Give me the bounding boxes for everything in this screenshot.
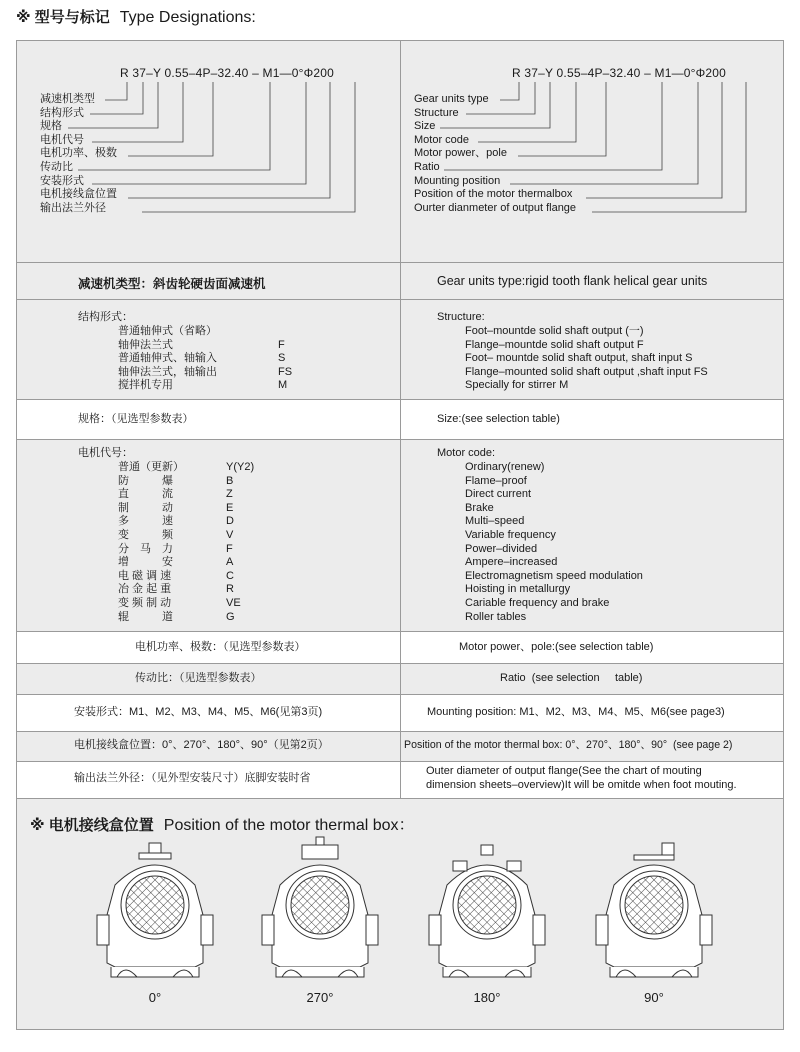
motor-code-item-cn: 冶 金 起 重 bbox=[118, 583, 172, 596]
mounting-cn: 安装形式：M1、M2、M3、M4、M5、M6(见第3页) bbox=[74, 706, 323, 718]
motor-code-value: F bbox=[226, 542, 233, 555]
structure-item-en: Flange‒mountde solid shaft output F bbox=[465, 338, 644, 351]
ratio-cn: 传动比：（见选型参数表） bbox=[135, 672, 262, 684]
motor-code-item-en: Electromagnetism speed modulation bbox=[465, 569, 643, 582]
structure-heading-cn: 结构形式： bbox=[78, 311, 133, 323]
motor-code-item-en: Ordinary(renew) bbox=[465, 461, 545, 473]
motor-code-item-cn: 直 流 bbox=[118, 488, 173, 501]
label-gear-type-en: Gear units type bbox=[414, 93, 489, 105]
motor-code-item-en: Direct current bbox=[465, 488, 532, 501]
structure-code: M bbox=[278, 379, 288, 392]
motor-diagram-270deg bbox=[262, 837, 378, 977]
motor-code-item-cn: 制 动 bbox=[118, 501, 173, 514]
motor-code-item-en: Multi‒speed bbox=[465, 515, 525, 528]
label-size-en: Size bbox=[414, 120, 436, 133]
label-mounting-cn: 安装形式 bbox=[40, 174, 84, 187]
position-label-90: 90° bbox=[644, 990, 664, 1005]
label-motor-code-en: Motor code bbox=[414, 133, 470, 146]
motor-code-value: Z bbox=[226, 488, 233, 501]
structure-item-en: Specially for stirrer M bbox=[465, 379, 569, 392]
label-structure-cn: 结构形式 bbox=[40, 106, 84, 119]
flange-en-line1: Outer diameter of output flange(See the chart of mouting bbox=[426, 765, 702, 777]
gear-type-en: Gear units type:rigid tooth flank helical gear units bbox=[437, 274, 708, 288]
motor-diagram-0deg bbox=[97, 843, 213, 977]
structure-item-en: Flange‒mounted solid shaft output ,shaft input FS bbox=[465, 365, 708, 378]
motor-code-item-en: Roller tables bbox=[465, 610, 527, 623]
motor-code-item-en: Brake bbox=[465, 501, 494, 514]
mounting-en: Mounting position: M1、M2、M3、M4、M5、M6(see page3) bbox=[427, 706, 725, 718]
motor-power-en: Motor power、pole:(see selection table) bbox=[459, 641, 654, 653]
thermal-box-en: Position of the motor thermal box: 0°、270°、180°、90° (see page 2) bbox=[404, 739, 733, 751]
motor-code-value: R bbox=[226, 583, 234, 596]
motor-code-item-cn: 电 磁 调 速 bbox=[118, 569, 172, 582]
motor-code-item-cn: 变 频 制 动 bbox=[118, 596, 172, 609]
structure-code: S bbox=[278, 352, 286, 365]
motor-code-item-cn: 变 频 bbox=[118, 528, 173, 541]
title-cn: ※ 型号与标记 bbox=[16, 9, 110, 26]
structure-code: FS bbox=[278, 365, 293, 378]
label-size-cn: 规格 bbox=[40, 120, 62, 133]
motor-code-item-en: Hoisting in metallurgy bbox=[465, 583, 571, 596]
motor-code-value: D bbox=[226, 515, 234, 528]
label-thermal-box-cn: 电机接线盒位置 bbox=[40, 188, 117, 201]
motor-code-value: B bbox=[226, 474, 234, 487]
ratio-en: Ratio (see selection table) bbox=[500, 672, 643, 684]
label-flange-cn: 输出法兰外径 bbox=[40, 201, 106, 214]
motor-code-item-cn: 增 安 bbox=[118, 556, 173, 569]
label-mounting-en: Mounting position bbox=[414, 174, 501, 187]
motor-code-item-cn: 防 爆 bbox=[118, 474, 173, 487]
position-label-270: 270° bbox=[306, 990, 334, 1005]
motor-code-item-en: Ampere‒increased bbox=[465, 556, 558, 569]
flange-cn: 输出法兰外径：（见外型安装尺寸）底脚安装时省 bbox=[74, 772, 311, 784]
label-thermal-box-en: Position of the motor thermalbox bbox=[414, 188, 573, 201]
flange-en-line2: dimension sheets‒overview)It will be omitde when foot mouting. bbox=[426, 779, 737, 791]
structure-item-cn: 轴伸法兰式，轴输出 bbox=[118, 365, 217, 378]
motor-code-item-cn: 辊 道 bbox=[118, 610, 173, 623]
label-gear-type-cn: 减速机类型 bbox=[40, 93, 95, 105]
motor-code-value: C bbox=[226, 569, 234, 582]
gear-type-cn: 减速机类型：斜齿轮硬齿面减速机 bbox=[78, 277, 266, 291]
title-en: Position of the motor thermal box： bbox=[163, 817, 415, 834]
motor-code-item-en: Power‒divided bbox=[465, 542, 538, 555]
motor-code-item-en: Flame‒proof bbox=[465, 474, 527, 487]
designation-code-cn: R 37‒Y 0.55‒4P‒32.40 ‒ M1—0°Φ200 bbox=[120, 66, 335, 80]
structure-item-en: Foot‒ mountde solid shaft output, shaft input S bbox=[465, 352, 693, 365]
label-structure-en: Structure bbox=[414, 106, 459, 119]
label-ratio-cn: 传动比 bbox=[40, 160, 73, 173]
structure-code: F bbox=[278, 338, 285, 351]
motor-diagram-180deg bbox=[429, 845, 545, 977]
label-motor-power-en: Motor power、pole bbox=[414, 147, 507, 160]
motor-code-heading-en: Motor code: bbox=[437, 447, 496, 459]
structure-item-cn: 普通轴伸式（省略） bbox=[118, 325, 217, 337]
title-cn: ※ 电机接线盒位置 bbox=[30, 817, 154, 834]
motor-code-item-cn: 多 速 bbox=[118, 515, 173, 528]
motor-code-item-cn: 普通（更新） bbox=[118, 461, 184, 473]
label-motor-code-cn: 电机代号 bbox=[40, 133, 84, 146]
label-motor-power-cn: 电机功率、极数 bbox=[40, 147, 117, 160]
motor-code-value: E bbox=[226, 501, 234, 514]
structure-heading-en: Structure: bbox=[437, 311, 485, 323]
motor-code-value: VE bbox=[226, 596, 241, 609]
motor-code-item-en: Variable frequency bbox=[465, 528, 556, 541]
motor-code-item-cn: 分 马 力 bbox=[118, 542, 173, 555]
thermal-box-cn: 电机接线盒位置：0°、270°、180°、90°（见第2页） bbox=[74, 739, 329, 751]
structure-item-cn: 搅拌机专用 bbox=[118, 379, 173, 392]
size-en: Size:(see selection table) bbox=[437, 413, 560, 425]
motor-code-item-en: Cariable frequency and brake bbox=[465, 596, 610, 609]
designation-code-en: R 37‒Y 0.55‒4P‒32.40 ‒ M1—0°Φ200 bbox=[512, 66, 727, 80]
motor-code-value: G bbox=[226, 610, 235, 623]
label-flange-en: Ourter dianmeter of output flange bbox=[414, 201, 577, 214]
label-ratio-en: Ratio bbox=[414, 160, 440, 173]
size-cn: 规格：（见选型参数表） bbox=[78, 413, 194, 425]
position-label-0: 0° bbox=[148, 990, 162, 1005]
motor-code-value: Y(Y2) bbox=[226, 461, 255, 473]
position-label-180: 180° bbox=[473, 990, 501, 1005]
motor-diagram-90deg bbox=[596, 843, 712, 977]
title-en: Type Designations: bbox=[119, 9, 256, 26]
motor-code-value: V bbox=[226, 528, 234, 541]
motor-power-cn: 电机功率、极数：（见选型参数表） bbox=[135, 641, 306, 653]
structure-item-cn: 普通轴伸式、轴输入 bbox=[118, 352, 217, 365]
motor-code-heading-cn: 电机代号： bbox=[78, 447, 133, 459]
motor-code-value: A bbox=[226, 556, 234, 569]
structure-item-cn: 轴伸法兰式 bbox=[118, 338, 173, 351]
structure-item-en: Foot‒mountde solid shaft output (一) bbox=[465, 325, 644, 337]
